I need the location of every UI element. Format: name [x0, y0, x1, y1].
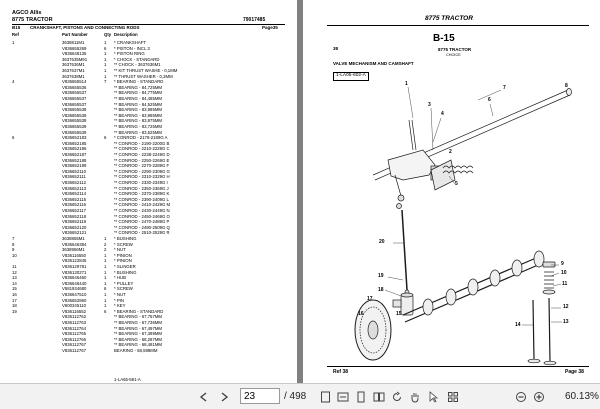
two-page-view-button[interactable]	[372, 388, 386, 405]
callout-11: 11	[562, 281, 568, 287]
single-page-icon	[355, 391, 367, 403]
part-number: V836112767	[62, 342, 87, 348]
part-number: 3638956M1	[62, 247, 85, 253]
part-ref: 18	[12, 303, 17, 309]
model-title: 8775 TRACTOR	[12, 17, 53, 23]
part-number: 3638855M1	[62, 236, 85, 241]
part-description: ** KIT THRUST WASHE - 0,1MM	[114, 68, 178, 73]
part-ref: 10	[12, 252, 17, 258]
valve-spring	[543, 262, 555, 294]
two-page-icon	[373, 391, 385, 403]
callout-17: 17	[367, 296, 373, 302]
part-number: V836652118	[62, 213, 87, 219]
callout-6: 6	[488, 97, 491, 103]
footer-page: Page 38	[565, 369, 584, 375]
page-label: Page35	[262, 25, 278, 30]
part-number: V836652186	[62, 146, 87, 152]
part-description: * NUT	[114, 292, 126, 297]
single-page-view-button[interactable]	[354, 388, 368, 405]
next-page-button[interactable]	[216, 388, 232, 405]
part-number: V836655514	[62, 79, 87, 85]
col-part-number: Part Number	[62, 32, 88, 37]
part-ref: 4	[12, 79, 15, 85]
callout-19: 19	[378, 273, 384, 279]
part-number: V836652119	[62, 219, 87, 225]
part-description: * SCREW	[114, 286, 133, 292]
part-description: * PINION	[114, 252, 132, 258]
fit-width-icon	[337, 391, 349, 403]
part-description: * HUB	[114, 275, 126, 281]
part-number: V836112765	[62, 331, 87, 337]
callout-14: 14	[515, 322, 521, 328]
callout-13: 13	[563, 319, 569, 325]
center-model: 8775 TRACTOR	[438, 47, 472, 52]
center-sub: CHOICE	[446, 53, 461, 57]
zoom-level[interactable]: 60.13%	[565, 391, 599, 402]
part-number: 3638811M1	[62, 40, 85, 45]
part-description: * PIN	[114, 297, 125, 303]
total-pages: / 498	[284, 391, 307, 402]
part-number: V836647510	[62, 292, 87, 297]
part-number: V836655538	[62, 112, 87, 118]
part-description: * KEY	[114, 303, 126, 309]
cursor-icon	[427, 391, 439, 403]
zoom-out-icon	[515, 391, 527, 403]
zoom-out-button[interactable]	[514, 388, 528, 405]
part-ref: 11	[12, 264, 17, 269]
part-qty: 1	[104, 51, 107, 57]
part-qty: 1	[104, 292, 107, 297]
camshaft	[403, 251, 545, 322]
part-qty: 1	[104, 56, 107, 62]
part-number: V836655537	[62, 96, 87, 101]
part-description: * NUT	[114, 247, 126, 253]
part-description: ** BEARING - 68,287MM	[114, 336, 162, 342]
viewer-toolbar	[0, 383, 600, 409]
callout-16: 16	[358, 311, 364, 317]
part-description: ** BEARING - 67,736MM	[114, 320, 162, 325]
thumbnails-button[interactable]	[446, 388, 460, 405]
part-number: V581934680	[62, 286, 87, 292]
part-ref: 14	[12, 280, 17, 286]
valve-left	[528, 300, 540, 363]
part-qty: 1	[104, 264, 107, 269]
part-number: V836112763	[62, 320, 87, 325]
part-description: ** CONROD - 2470-2489G P	[114, 219, 170, 225]
callout-4: 4	[441, 111, 444, 117]
part-qty: 1	[104, 68, 107, 73]
right-header-title: 8775 TRACTOR	[425, 15, 473, 22]
part-number: V836652187	[62, 152, 87, 157]
rotate-icon	[391, 391, 403, 403]
fit-page-button[interactable]	[318, 388, 332, 405]
part-qty: 6	[104, 308, 107, 314]
part-number: V836652113	[62, 185, 87, 191]
callout-10: 10	[561, 270, 567, 276]
part-number: V836112764	[62, 325, 87, 331]
exploded-parts-diagram	[303, 0, 600, 383]
part-ref: 16	[12, 292, 17, 297]
part-number: V836652120	[62, 224, 87, 230]
part-number: V836646460	[62, 275, 87, 281]
part-description: * PULLEY	[114, 280, 134, 286]
part-number: V836652111	[62, 174, 86, 180]
part-qty: 1	[104, 269, 107, 275]
part-qty: 1	[104, 40, 107, 45]
part-number: 3637636M1	[62, 62, 85, 68]
part-number: V836652110	[62, 168, 87, 174]
part-qty: 1	[104, 62, 107, 68]
right-footer-rule	[327, 366, 589, 367]
part-description: * PISTON - INCL 3	[114, 45, 150, 51]
part-number: V836116552	[62, 308, 87, 314]
part-description: ** CHOCK - 3637636M1	[114, 62, 161, 68]
diagram-ref-box: 1-LA05-602-A	[333, 72, 369, 81]
section-title: CRANKSHAFT, PISTONS AND CONNECTING RODS	[30, 25, 140, 30]
part-number: V836652188	[62, 157, 87, 163]
callout-9: 9	[561, 261, 564, 267]
part-ref: 7	[12, 236, 15, 241]
part-number: V836652117	[62, 208, 87, 213]
footer-code: 1-LA65-581-A	[114, 377, 141, 382]
part-number: V836655536	[62, 84, 87, 90]
part-number: 3637637M1	[62, 68, 85, 73]
rotate-button[interactable]	[390, 388, 404, 405]
part-description: ** BEARING - 84,725MM	[114, 84, 162, 90]
part-number: V836116550	[62, 252, 87, 258]
col-qty: Qty	[104, 32, 112, 37]
callout-12: 12	[563, 304, 569, 310]
right-section-title: VALVE MECHANISM AND CAMSHAFT	[333, 61, 414, 66]
previous-page-button[interactable]	[196, 388, 212, 405]
part-qty: 2	[104, 241, 107, 247]
part-qty: 1	[104, 236, 107, 241]
part-description: * CONROD - 2178-2189G A	[114, 135, 168, 141]
part-description: BEARING - 68,598MM	[114, 348, 158, 353]
footer-ref: Ref 38	[333, 369, 349, 375]
fit-page-icon	[320, 391, 331, 403]
part-ref: 8	[12, 241, 15, 247]
part-description: ** CONROD - 2390-2409G L	[114, 196, 169, 202]
part-number: V836652860	[62, 297, 87, 303]
callout-5: 5	[455, 181, 458, 187]
hand-icon	[409, 391, 421, 403]
part-qty: 6	[104, 286, 107, 292]
part-number: V836652115	[62, 196, 87, 202]
part-description: ** CONROD - 2450-2469G O	[114, 213, 170, 219]
part-number: V836112766	[62, 336, 87, 342]
part-description: * BUSHING	[114, 236, 137, 241]
section-big-code: B-15	[433, 33, 455, 44]
part-description: ** BEARING - 83,525MM	[114, 129, 162, 135]
part-description: ** CONROD - 2330-2349G I	[114, 180, 168, 185]
part-description: ** CONROD - 2250-2269G E	[114, 157, 170, 163]
part-number: V836652116	[62, 202, 87, 208]
part-description: ** CONROD - 2290-2309G G	[114, 168, 170, 174]
part-number: V836122845	[62, 258, 87, 264]
part-description: ** BEARING - 67,389MM	[114, 331, 162, 337]
part-number: V836655539	[62, 129, 87, 135]
part-qty: 6	[104, 135, 107, 141]
part-ref: 6	[12, 135, 15, 141]
doc-number: 79017485	[243, 17, 266, 23]
part-qty: 1	[104, 303, 107, 309]
part-description: ** THRUST WASHER - 0,2MM	[114, 73, 173, 79]
page-number-input[interactable]: 23	[240, 388, 280, 404]
part-description: ** CONROD - 2270-2289G F	[114, 163, 170, 169]
part-description: ** CONROD - 2190-2200G B	[114, 140, 170, 146]
part-number: V836112767	[62, 348, 87, 353]
arrow-left-icon	[198, 391, 210, 403]
part-description: * BEARING - STANDARD	[114, 79, 164, 85]
part-number: V836655539	[62, 124, 87, 129]
part-description: ** CONROD - 2510-2529G R	[114, 230, 170, 236]
part-ref: 1	[12, 40, 15, 45]
part-ref: 19	[12, 308, 17, 314]
part-number: V836655537	[62, 101, 87, 107]
callout-8: 8	[565, 83, 568, 89]
part-number: V836655269	[62, 45, 87, 51]
part-ref: 13	[12, 275, 17, 281]
part-description: ** BEARING - 84,775MM	[114, 90, 162, 96]
select-tool-button[interactable]	[426, 388, 440, 405]
part-description: * PINION	[114, 258, 132, 264]
part-description: ** CONROD - 2410-2429G M	[114, 202, 171, 208]
part-description: ** CONROD - 2370-2389G K	[114, 191, 170, 197]
part-qty: 1	[104, 275, 107, 281]
part-number: V836129781	[62, 264, 87, 269]
part-ref: 15	[12, 286, 17, 292]
part-description: * SLINGER	[114, 264, 136, 269]
hand-tool-button[interactable]	[408, 388, 422, 405]
right-page	[303, 0, 600, 383]
grid-icon	[447, 391, 459, 403]
part-qty: 1	[104, 73, 107, 79]
part-number: V836648135	[62, 51, 87, 57]
part-description: * BEARING - STANDARD	[114, 308, 164, 314]
part-description: ** BEARING - 83,985MM	[114, 107, 162, 113]
callout-1: 1	[405, 81, 408, 87]
part-ref: 9	[12, 247, 15, 253]
part-qty: 1	[104, 252, 107, 258]
part-number: V836652189	[62, 163, 87, 169]
col-ref: Ref	[12, 32, 19, 37]
push-rod	[402, 210, 409, 294]
left-page	[0, 0, 297, 383]
fit-width-button[interactable]	[336, 388, 350, 405]
part-number: V836112762	[62, 314, 87, 320]
part-description: ** CONROD - 2430-2449G N	[114, 208, 170, 213]
part-description: * PISTON RING	[114, 51, 145, 57]
section-code: B15	[12, 25, 21, 30]
part-ref: 17	[12, 297, 17, 303]
part-number: V836655538	[62, 118, 87, 124]
part-number: V836652121	[62, 230, 87, 236]
part-description: ** BEARING - 83,725MM	[114, 124, 162, 129]
callout-3: 3	[428, 102, 431, 108]
part-description: * CRANKSHAFT	[114, 40, 146, 45]
arrow-right-icon	[218, 391, 230, 403]
zoom-in-icon	[533, 391, 545, 403]
part-description: ** CONROD - 2210-2229G C	[114, 146, 170, 152]
part-number: V836655538	[62, 107, 87, 113]
part-number: V836646440	[62, 280, 87, 286]
part-qty: 7	[104, 79, 107, 85]
part-qty: 1	[104, 297, 107, 303]
callout-20: 20	[379, 239, 385, 245]
part-number: V836652185	[62, 140, 87, 146]
part-number: V836646384	[62, 241, 87, 247]
part-number: V836652114	[62, 191, 87, 197]
part-number: 3637638M1	[62, 73, 85, 79]
part-description: ** BEARING - 68,481MM	[114, 342, 162, 348]
part-description: ** BEARING - 83,985MM	[114, 112, 162, 118]
part-description: * SCREW	[114, 241, 133, 247]
part-ref: 12	[12, 269, 17, 275]
part-number: V600345110	[62, 303, 87, 309]
part-number: V836655537	[62, 90, 87, 96]
part-description: ** CONROD - 2310-2329G H	[114, 174, 170, 180]
part-number: V836130271	[62, 269, 87, 275]
part-number: V836652112	[62, 180, 87, 185]
callout-7: 7	[503, 85, 506, 91]
part-qty: 2	[104, 247, 107, 253]
camshaft-gear	[355, 300, 391, 360]
callout-18: 18	[378, 287, 384, 293]
part-qty: 1	[104, 258, 107, 264]
part-description: * CHOCK - STANDARD	[114, 56, 160, 62]
part-description: ** CONROD - 2490-2509G Q	[114, 224, 170, 230]
col-description: Description	[114, 32, 138, 37]
part-description: ** BEARING - 67,497MM	[114, 325, 162, 331]
part-description: ** BEARING - 83,975MM	[114, 118, 162, 124]
part-qty: 6	[104, 45, 107, 51]
thrust-plate	[393, 300, 401, 307]
part-number: 3637635M91	[62, 56, 88, 62]
part-qty: 1	[104, 280, 107, 286]
part-description: ** CONROD - 2350-2369G J	[114, 185, 169, 191]
part-description: ** CONROD - 2238-2249G D	[114, 152, 170, 157]
part-description: ** BEARING - 84,525MM	[114, 101, 162, 107]
part-description: ** BEARING - 84,485MM	[114, 96, 162, 101]
callout-15: 15	[396, 311, 402, 317]
part-number: V836652183	[62, 135, 87, 141]
part-description: * BUSHING	[114, 269, 137, 275]
callout-2: 2	[449, 149, 452, 155]
brand-name: AGCO Allis	[12, 10, 42, 16]
ref-number: 38	[333, 46, 339, 51]
part-description: ** BEARING - 67,757MM	[114, 314, 162, 320]
zoom-in-button[interactable]	[532, 388, 546, 405]
